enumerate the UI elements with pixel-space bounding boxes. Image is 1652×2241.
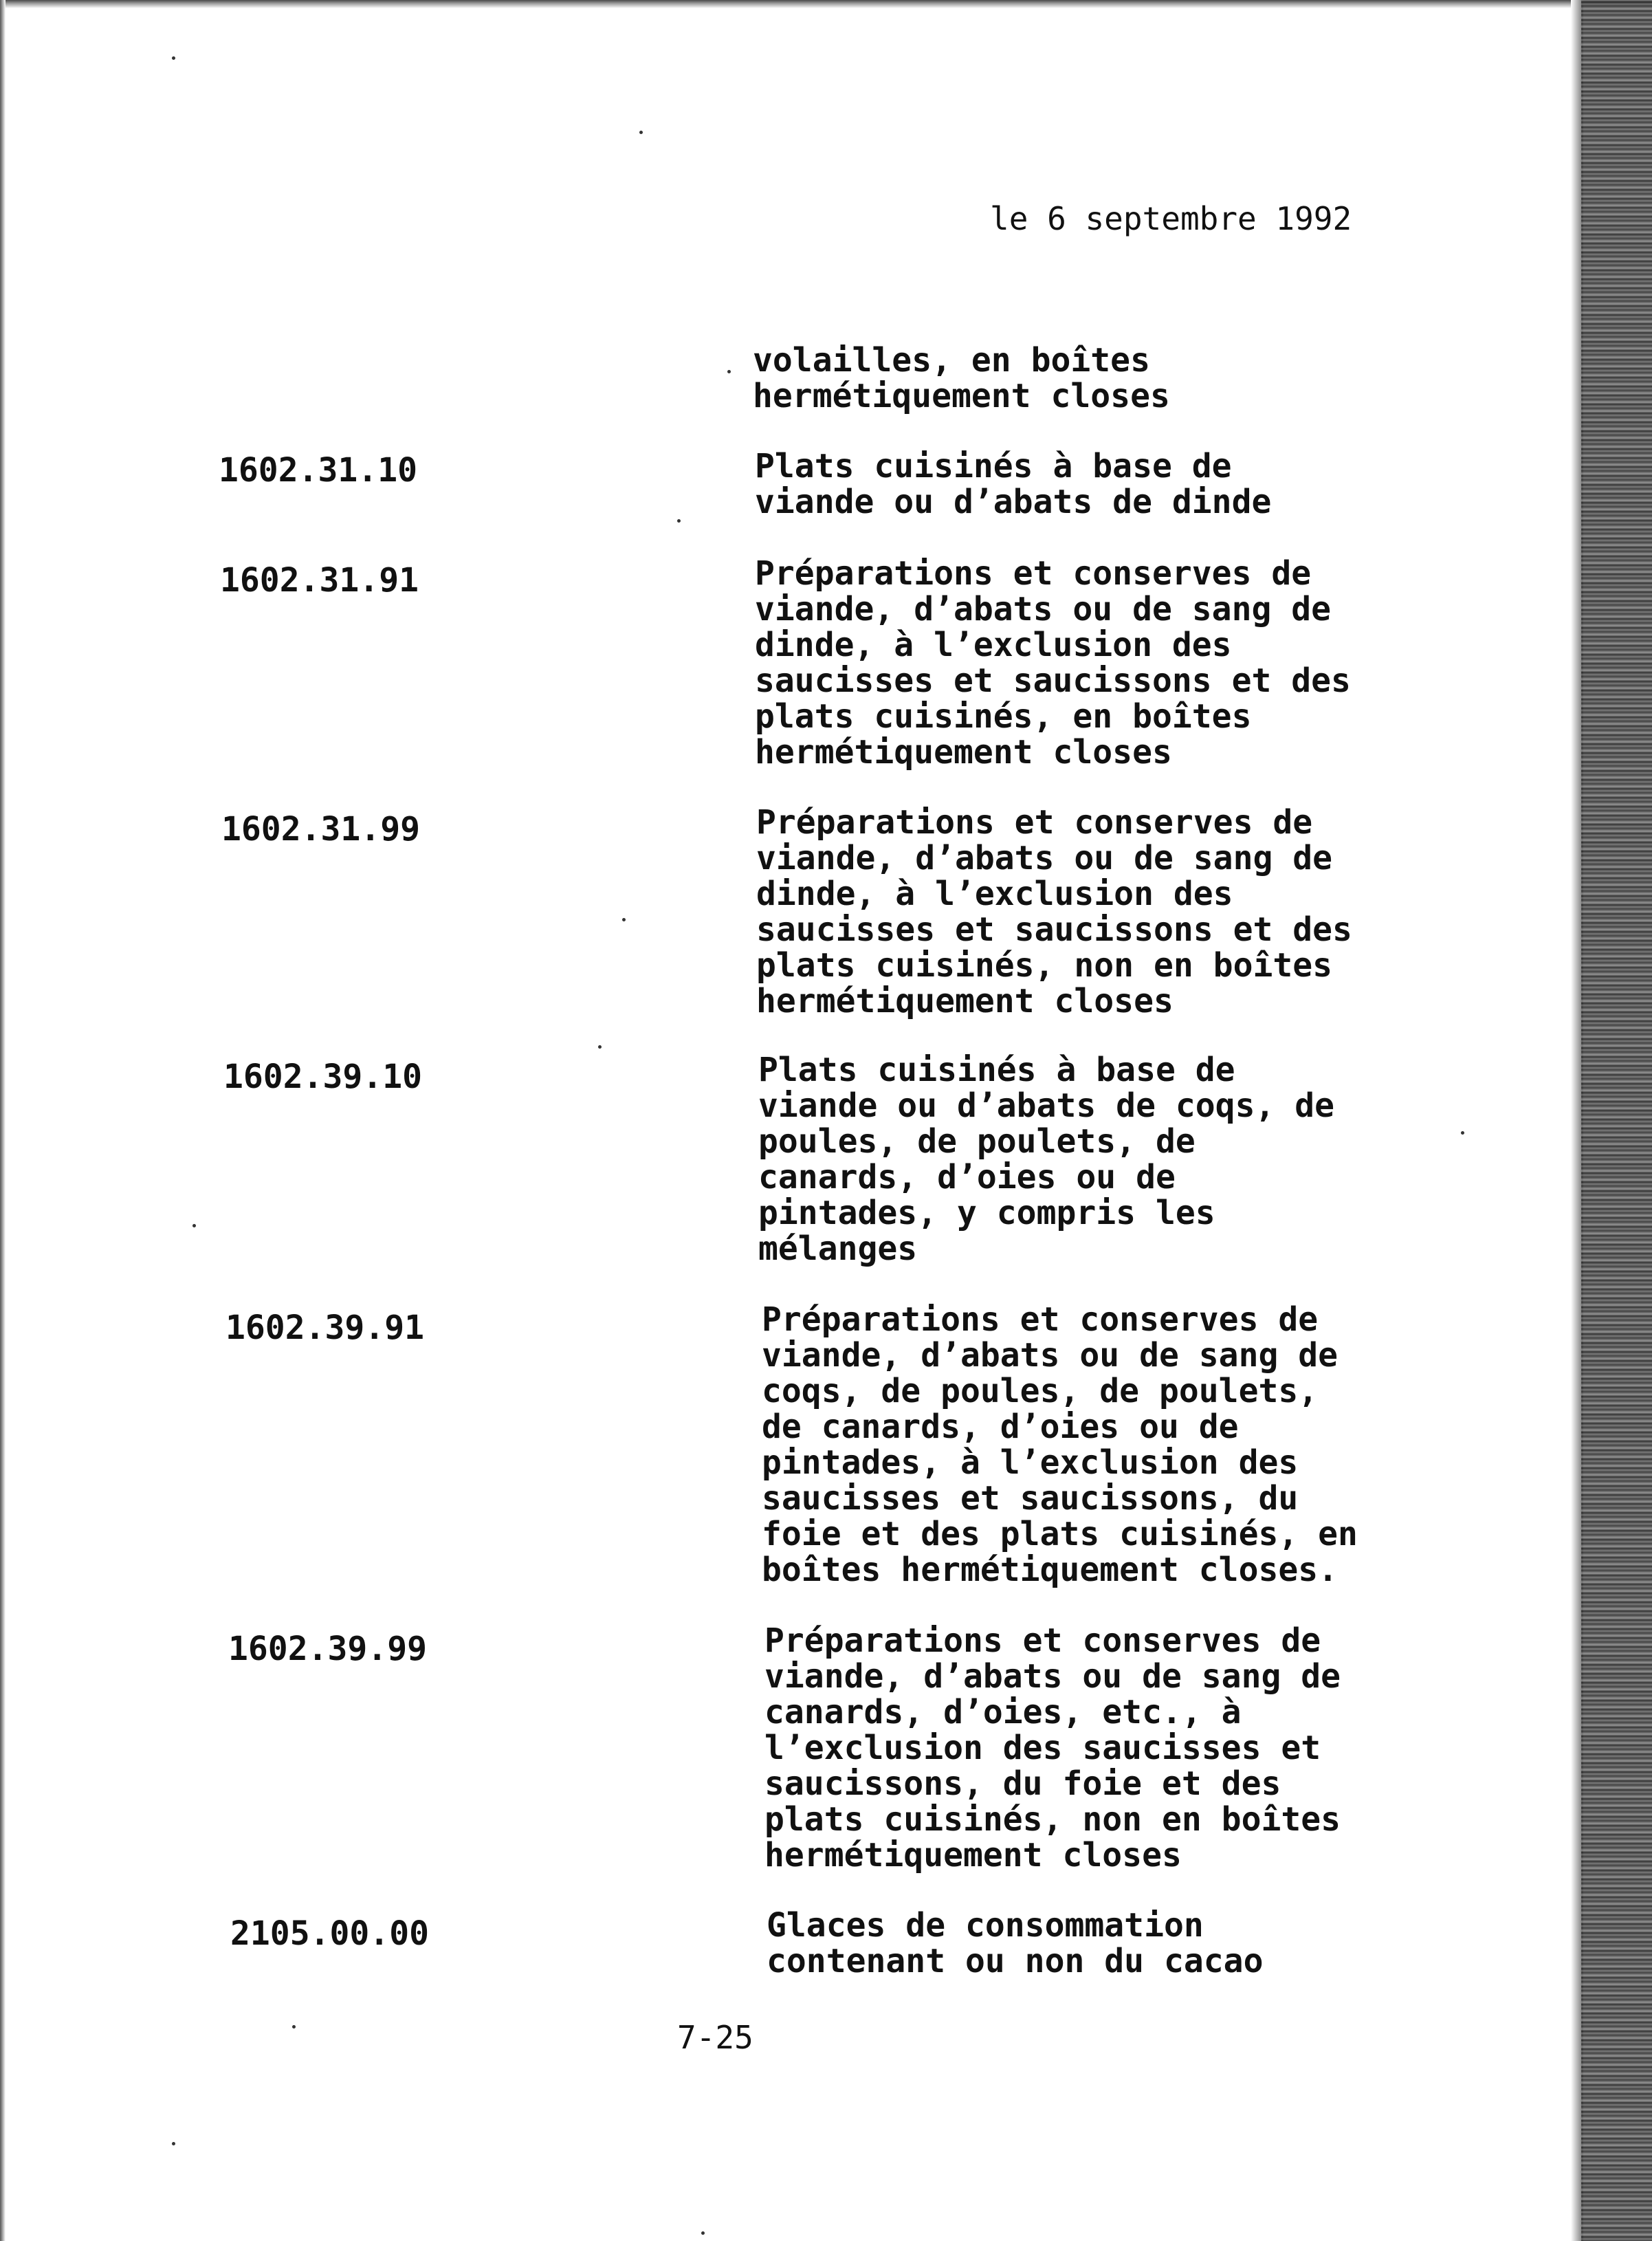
scan-speck: [598, 1045, 602, 1049]
scan-speck: [727, 370, 731, 373]
tariff-description-1602-31-10: Plats cuisinés à base de viande ou d’abats de dinde: [755, 447, 1272, 521]
continued-description: volailles, en boîtes hermétiquement closes: [753, 341, 1170, 415]
tariff-description-1602-31-99: Préparations et conserves de viande, d’abats ou de sang de dinde, à l’exclusion des saucisses et saucissons et des plats cuisinés, non en boîtes hermétiquement closes: [756, 803, 1352, 1020]
scan-speck: [1461, 1131, 1464, 1135]
tariff-description-1602-39-99: Préparations et conserves de viande, d’abats ou de sang de canards, d’oies, etc., à l’exclusion des saucisses et saucissons, du foie et des plats cuisinés, non en boîtes hermétiquement closes: [764, 1621, 1341, 1874]
scan-speck: [172, 56, 175, 60]
scan-speck: [677, 519, 681, 523]
page-number: 7-25: [677, 2019, 753, 2056]
scan-speck: [172, 2142, 175, 2145]
tariff-code-2105-00-00: 2105.00.00: [230, 1914, 429, 1953]
scan-top-edge: [0, 0, 1652, 8]
tariff-code-1602-31-91: 1602.31.91: [220, 561, 419, 600]
tariff-description-1602-39-10: Plats cuisinés à base de viande ou d’abats de coqs, de poules, de poulets, de canards, d’oies ou de pintades, y compris les mélanges: [758, 1051, 1335, 1268]
scan-speck: [701, 2231, 705, 2235]
scan-speck: [292, 2025, 296, 2029]
scan-speck: [622, 918, 626, 921]
tariff-description-1602-39-91: Préparations et conserves de viande, d’abats ou de sang de coqs, de poules, de poulets, de canards, d’oies ou de pintades, à l’exclusion des saucisses et saucissons, du foie et des plats cuisinés, en boîtes hermétiquement closes.: [762, 1300, 1358, 1589]
document-date: le 6 septembre 1992: [990, 200, 1352, 237]
scan-speck: [192, 1224, 196, 1227]
tariff-code-1602-31-99: 1602.31.99: [221, 810, 420, 849]
scan-left-edge: [0, 0, 5, 2241]
tariff-code-1602-39-10: 1602.39.10: [223, 1058, 422, 1096]
scan-right-edge: [1581, 0, 1652, 2241]
tariff-code-1602-31-10: 1602.31.10: [219, 451, 417, 490]
tariff-code-1602-39-99: 1602.39.99: [228, 1630, 427, 1668]
tariff-description-1602-31-91: Préparations et conserves de viande, d’abats ou de sang de dinde, à l’exclusion des saucisses et saucissons et des plats cuisinés, en boîtes hermétiquement closes: [755, 554, 1351, 772]
tariff-description-2105-00-00: Glaces de consommation contenant ou non du cacao: [767, 1906, 1264, 1980]
tariff-code-1602-39-91: 1602.39.91: [225, 1309, 424, 1347]
scan-speck: [639, 131, 643, 134]
